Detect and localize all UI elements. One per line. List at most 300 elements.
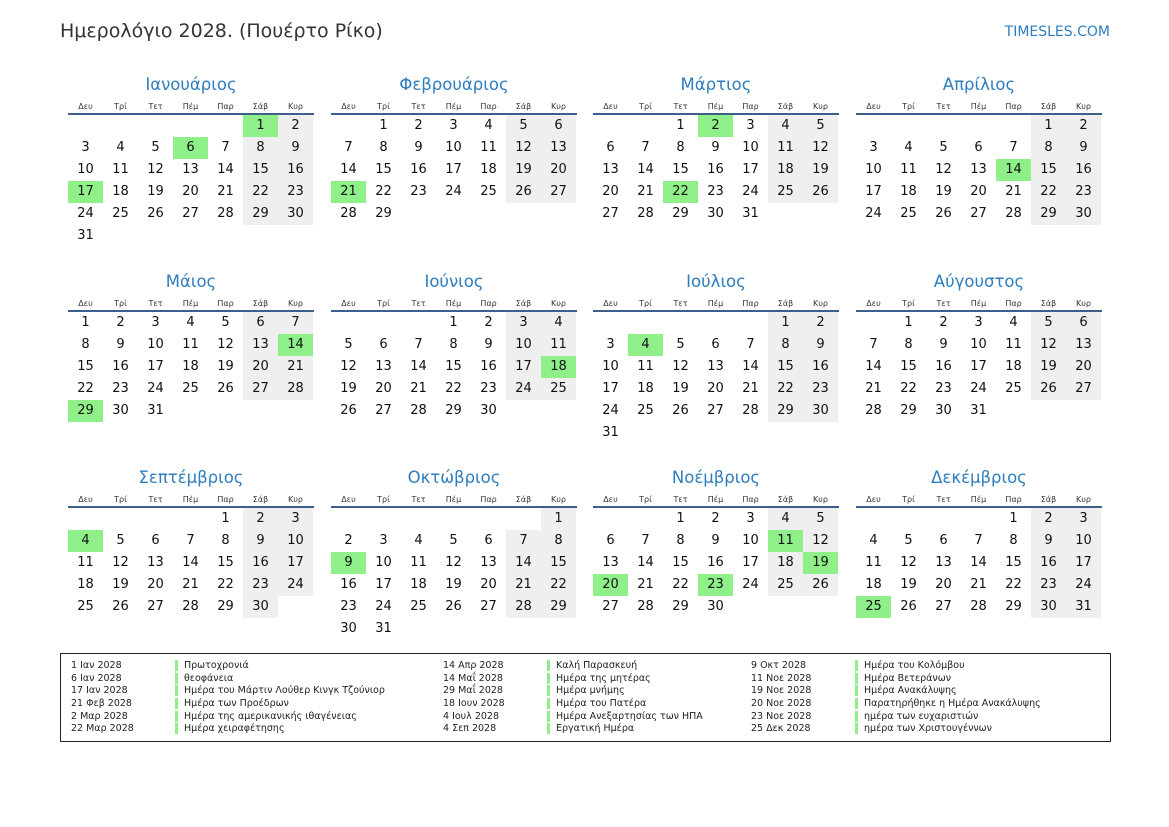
weekend-day: 30 <box>278 203 313 225</box>
holiday-day: 4 <box>68 530 103 552</box>
day-cell: 27 <box>375 403 392 418</box>
week-row <box>856 552 1102 574</box>
weekday-label: Τετ <box>673 102 688 111</box>
day-cell: 9 <box>711 140 720 155</box>
day-cell: 17 <box>375 577 392 592</box>
week-row <box>68 530 314 552</box>
day-cell: 4 <box>414 533 423 548</box>
weekend-day: 15 <box>243 159 278 181</box>
day-cell: 12 <box>900 555 917 570</box>
day-cell: 19 <box>445 577 462 592</box>
empty-cell <box>173 400 208 422</box>
holiday-date: 22 Μαρ 2028 <box>71 723 134 735</box>
week-row <box>593 378 839 400</box>
weekday-label: Τρί <box>902 299 915 308</box>
holiday-day: 6 <box>173 137 208 159</box>
weekday-label: Πέμ <box>970 102 987 111</box>
week-row <box>593 422 839 444</box>
day-cell: 14 <box>340 162 357 177</box>
day-cell: 27 <box>602 206 619 221</box>
empty-cell <box>103 115 138 137</box>
weekend-day: 24 <box>1066 574 1101 596</box>
week-row <box>331 618 577 640</box>
weekday-header <box>856 101 1102 115</box>
legend-row <box>61 684 385 697</box>
week-row <box>331 115 577 137</box>
day-cell: 23 <box>112 381 129 396</box>
weekend-day: 2 <box>1066 115 1101 137</box>
week-row <box>856 159 1102 181</box>
empty-cell <box>208 115 243 137</box>
week-row <box>331 137 577 159</box>
weekday-label: Παρ <box>1005 299 1022 308</box>
empty-cell <box>733 422 768 444</box>
holiday-name: Ημέρα Ανακάλυψης <box>855 685 957 696</box>
day-cell: 16 <box>340 577 357 592</box>
day-cell: 24 <box>742 184 759 199</box>
day-cell: 10 <box>970 337 987 352</box>
day-cell: 1 <box>449 315 458 330</box>
day-cell: 13 <box>602 162 619 177</box>
day-cell: 1 <box>221 511 230 526</box>
day-cell: 8 <box>449 337 458 352</box>
holiday-day: 29 <box>68 400 103 422</box>
week-row <box>331 334 577 356</box>
empty-cell <box>68 115 103 137</box>
day-cell: 3 <box>746 118 755 133</box>
day-cell: 6 <box>711 337 720 352</box>
week-row <box>856 530 1102 552</box>
weekday-label: Δευ <box>866 495 881 504</box>
holiday-name: Ημέρα της μητέρας <box>547 673 651 684</box>
day-cell: 3 <box>379 533 388 548</box>
weekend-day: 6 <box>1066 312 1101 334</box>
day-cell: 16 <box>707 162 724 177</box>
day-cell: 14 <box>182 555 199 570</box>
holiday-name: Ημέρα χειραφέτησης <box>175 723 285 734</box>
empty-cell <box>278 596 313 618</box>
empty-cell <box>401 508 436 530</box>
day-cell: 12 <box>217 337 234 352</box>
week-row <box>593 334 839 356</box>
week-row <box>856 400 1102 422</box>
day-cell: 25 <box>77 599 94 614</box>
weekend-day: 23 <box>803 378 838 400</box>
day-cell: 4 <box>186 315 195 330</box>
empty-cell <box>663 422 698 444</box>
month-block <box>593 73 839 225</box>
day-cell: 2 <box>484 315 493 330</box>
day-cell: 17 <box>602 381 619 396</box>
week-row <box>68 203 314 225</box>
weekday-label: Παρ <box>742 102 759 111</box>
weekend-day: 23 <box>278 181 313 203</box>
weekday-label: Τρί <box>639 495 652 504</box>
empty-cell <box>541 203 576 225</box>
day-cell: 23 <box>340 599 357 614</box>
holiday-name: Πρωτοχρονιά <box>175 660 249 671</box>
weekday-label: Παρ <box>1005 102 1022 111</box>
holiday-day: 14 <box>996 159 1031 181</box>
legend-row <box>433 659 703 672</box>
empty-cell <box>366 508 401 530</box>
empty-cell <box>366 312 401 334</box>
weekday-label: Δευ <box>866 299 881 308</box>
day-cell: 17 <box>970 359 987 374</box>
day-cell: 23 <box>480 381 497 396</box>
holiday-day: 22 <box>663 181 698 203</box>
day-cell: 19 <box>340 381 357 396</box>
weekend-day: 2 <box>1031 508 1066 530</box>
holiday-date: 11 Νοε 2028 <box>751 672 812 684</box>
holiday-date: 20 Νοε 2028 <box>751 697 812 709</box>
day-cell: 27 <box>970 206 987 221</box>
weekday-header <box>68 494 314 508</box>
holiday-date: 4 Ιουλ 2028 <box>443 710 499 722</box>
day-cell: 23 <box>410 184 427 199</box>
weekend-day: 29 <box>243 203 278 225</box>
weekday-label: Δευ <box>603 299 618 308</box>
empty-cell <box>926 508 961 530</box>
weekday-label: Παρ <box>217 102 234 111</box>
week-row <box>68 596 314 618</box>
empty-cell <box>698 422 733 444</box>
empty-cell <box>436 618 471 640</box>
weekend-day: 15 <box>541 552 576 574</box>
weekend-day: 8 <box>1031 137 1066 159</box>
day-cell: 20 <box>707 381 724 396</box>
day-cell: 2 <box>414 118 423 133</box>
holiday-day: 14 <box>278 334 313 356</box>
empty-cell <box>436 203 471 225</box>
weekend-day: 5 <box>506 115 541 137</box>
holiday-date: 4 Σεπ 2028 <box>443 723 497 735</box>
legend-row <box>61 659 385 672</box>
week-row <box>331 530 577 552</box>
day-cell: 24 <box>970 381 987 396</box>
day-cell: 26 <box>900 599 917 614</box>
weekday-label: Κυρ <box>551 495 566 504</box>
weekday-label: Τρί <box>377 102 390 111</box>
weekday-label: Παρ <box>480 102 497 111</box>
weekend-day: 5 <box>803 115 838 137</box>
week-row <box>856 181 1102 203</box>
weekday-label: Τρί <box>639 299 652 308</box>
day-cell: 14 <box>637 162 654 177</box>
day-cell: 23 <box>707 184 724 199</box>
weekday-label: Πέμ <box>970 299 987 308</box>
day-cell: 1 <box>81 315 90 330</box>
day-cell: 30 <box>480 403 497 418</box>
day-cell: 10 <box>445 140 462 155</box>
page-title: Ημερολόγιο 2028. (Πουέρτο Ρίκο) <box>60 20 383 42</box>
holiday-name: Ημέρα Ανεξαρτησίας των ΗΠΑ <box>547 711 703 722</box>
day-cell: 7 <box>344 140 353 155</box>
day-cell: 19 <box>147 184 164 199</box>
weekday-label: Τετ <box>411 299 426 308</box>
day-cell: 30 <box>340 621 357 636</box>
weekend-day: 22 <box>768 378 803 400</box>
weekend-day: 29 <box>768 400 803 422</box>
day-cell: 30 <box>935 403 952 418</box>
day-cell: 28 <box>970 599 987 614</box>
week-row <box>856 203 1102 225</box>
week-row <box>593 596 839 618</box>
empty-cell <box>506 618 541 640</box>
weekday-label: Τρί <box>902 102 915 111</box>
month-block <box>68 466 314 618</box>
day-cell: 16 <box>112 359 129 374</box>
day-cell: 30 <box>112 403 129 418</box>
holiday-day: 21 <box>331 181 366 203</box>
weekend-day: 21 <box>506 574 541 596</box>
month-block <box>331 73 577 225</box>
empty-cell <box>856 115 891 137</box>
week-row <box>331 508 577 530</box>
weekday-label: Σάβ <box>777 299 794 308</box>
day-cell: 22 <box>672 577 689 592</box>
weekend-day: 30 <box>1031 596 1066 618</box>
day-cell: 8 <box>676 140 685 155</box>
day-cell: 24 <box>602 403 619 418</box>
weekday-label: Παρ <box>742 299 759 308</box>
day-cell: 1 <box>676 511 685 526</box>
weekend-day: 14 <box>506 552 541 574</box>
day-cell: 11 <box>900 162 917 177</box>
weekday-label: Κυρ <box>813 299 828 308</box>
empty-cell <box>506 508 541 530</box>
weekend-day: 28 <box>278 378 313 400</box>
week-row <box>593 356 839 378</box>
weekday-label: Δευ <box>341 299 356 308</box>
week-row <box>68 378 314 400</box>
month-name: Αύγουστος <box>933 272 1025 291</box>
day-cell: 20 <box>970 184 987 199</box>
day-cell: 5 <box>939 140 948 155</box>
day-cell: 28 <box>410 403 427 418</box>
empty-cell <box>208 225 243 247</box>
weekend-day: 9 <box>243 530 278 552</box>
week-row <box>68 334 314 356</box>
holiday-day: 23 <box>698 574 733 596</box>
month-block <box>331 466 577 640</box>
day-cell: 3 <box>606 337 615 352</box>
day-cell: 29 <box>375 206 392 221</box>
day-cell: 12 <box>935 162 952 177</box>
day-cell: 10 <box>602 359 619 374</box>
month-block <box>856 73 1102 225</box>
week-row <box>68 552 314 574</box>
day-cell: 22 <box>1005 577 1022 592</box>
weekday-label: Τετ <box>673 299 688 308</box>
day-cell: 21 <box>742 381 759 396</box>
day-cell: 1 <box>1009 511 1018 526</box>
day-cell: 28 <box>637 206 654 221</box>
weekend-day: 4 <box>541 312 576 334</box>
day-cell: 10 <box>742 140 759 155</box>
week-row <box>593 552 839 574</box>
month-block <box>68 73 314 247</box>
weekend-day: 19 <box>803 159 838 181</box>
weekend-day: 10 <box>1066 530 1101 552</box>
empty-cell <box>541 400 576 422</box>
weekday-label: Παρ <box>217 495 234 504</box>
day-cell: 11 <box>637 359 654 374</box>
day-cell: 20 <box>182 184 199 199</box>
weekend-day: 11 <box>541 334 576 356</box>
holiday-name: Εργατική Ημέρα <box>547 723 634 734</box>
empty-cell <box>803 422 838 444</box>
weekday-label: Σάβ <box>1040 299 1057 308</box>
weekday-label: Πέμ <box>445 102 462 111</box>
day-cell: 18 <box>1005 359 1022 374</box>
legend-row <box>741 710 1041 723</box>
weekend-day: 6 <box>243 312 278 334</box>
day-cell: 29 <box>445 403 462 418</box>
weekend-day: 17 <box>506 356 541 378</box>
day-cell: 4 <box>1009 315 1018 330</box>
day-cell: 13 <box>602 555 619 570</box>
weekend-day: 18 <box>768 552 803 574</box>
weekend-day: 17 <box>1066 552 1101 574</box>
month-block <box>68 270 314 422</box>
day-cell: 3 <box>746 511 755 526</box>
month-block <box>856 466 1102 618</box>
day-cell: 28 <box>340 206 357 221</box>
day-cell: 30 <box>707 599 724 614</box>
empty-cell <box>768 422 803 444</box>
weekday-label: Τετ <box>148 299 163 308</box>
weekday-label: Κυρ <box>1076 495 1091 504</box>
week-row <box>331 159 577 181</box>
day-cell: 2 <box>711 511 720 526</box>
empty-cell <box>856 312 891 334</box>
weekday-label: Τετ <box>148 102 163 111</box>
legend-row <box>741 722 1041 735</box>
day-cell: 15 <box>77 359 94 374</box>
day-cell: 14 <box>742 359 759 374</box>
empty-cell <box>331 508 366 530</box>
day-cell: 11 <box>1005 337 1022 352</box>
month-name: Μάρτιος <box>680 75 752 94</box>
weekend-day: 18 <box>768 159 803 181</box>
week-row <box>68 159 314 181</box>
holiday-date: 18 Ιουν 2028 <box>443 697 505 709</box>
day-cell: 14 <box>410 359 427 374</box>
empty-cell <box>278 400 313 422</box>
holiday-name: Ημέρα της αμερικανικής ιθαγένειας <box>175 711 357 722</box>
week-row <box>68 508 314 530</box>
day-cell: 6 <box>606 533 615 548</box>
weekend-day: 3 <box>1066 508 1101 530</box>
day-cell: 28 <box>742 403 759 418</box>
day-cell: 25 <box>637 403 654 418</box>
day-cell: 27 <box>480 599 497 614</box>
week-row <box>856 596 1102 618</box>
day-cell: 9 <box>711 533 720 548</box>
month-block <box>593 466 839 618</box>
day-cell: 29 <box>672 599 689 614</box>
empty-cell <box>331 115 366 137</box>
day-cell: 16 <box>935 359 952 374</box>
day-cell: 3 <box>974 315 983 330</box>
day-cell: 27 <box>935 599 952 614</box>
weekend-day: 25 <box>768 181 803 203</box>
weekend-day: 26 <box>1031 378 1066 400</box>
holiday-day: 11 <box>768 530 803 552</box>
weekday-label: Σάβ <box>515 299 532 308</box>
weekend-day: 25 <box>768 574 803 596</box>
weekday-label: Παρ <box>1005 495 1022 504</box>
weekday-label: Σάβ <box>252 495 269 504</box>
day-cell: 17 <box>865 184 882 199</box>
week-row <box>856 137 1102 159</box>
day-cell: 27 <box>147 599 164 614</box>
weekday-label: Τετ <box>148 495 163 504</box>
weekend-day: 25 <box>541 378 576 400</box>
holiday-name: Ημέρα του Κολόμβου <box>855 660 965 671</box>
day-cell: 27 <box>602 599 619 614</box>
site-link[interactable]: TIMESLES.COM <box>1004 24 1110 40</box>
day-cell: 3 <box>81 140 90 155</box>
weekend-day: 22 <box>541 574 576 596</box>
day-cell: 22 <box>375 184 392 199</box>
empty-cell <box>961 508 996 530</box>
weekday-header <box>593 101 839 115</box>
empty-cell <box>1066 400 1101 422</box>
empty-cell <box>1031 400 1066 422</box>
day-cell: 17 <box>742 162 759 177</box>
weekend-day: 1 <box>1031 115 1066 137</box>
holiday-name: θεοφάνεια <box>175 673 233 684</box>
weekend-day: 8 <box>541 530 576 552</box>
empty-cell <box>768 203 803 225</box>
weekend-day: 5 <box>1031 312 1066 334</box>
holiday-name: Καλή Παρασκευή <box>547 660 637 671</box>
day-cell: 22 <box>217 577 234 592</box>
day-cell: 26 <box>147 206 164 221</box>
weekend-day: 9 <box>1066 137 1101 159</box>
day-cell: 8 <box>81 337 90 352</box>
month-name: Ιούλιος <box>686 272 746 291</box>
day-cell: 21 <box>637 577 654 592</box>
holiday-legend <box>60 653 1111 742</box>
weekend-day: 17 <box>278 552 313 574</box>
day-cell: 2 <box>939 315 948 330</box>
day-cell: 7 <box>869 337 878 352</box>
week-row <box>331 181 577 203</box>
legend-row <box>433 684 703 697</box>
day-cell: 21 <box>410 381 427 396</box>
weekday-label: Δευ <box>78 102 93 111</box>
day-cell: 28 <box>217 206 234 221</box>
weekday-label: Πέμ <box>182 102 199 111</box>
day-cell: 7 <box>414 337 423 352</box>
day-cell: 15 <box>217 555 234 570</box>
weekend-day: 30 <box>1066 203 1101 225</box>
day-cell: 12 <box>147 162 164 177</box>
week-row <box>68 356 314 378</box>
empty-cell <box>103 225 138 247</box>
weekend-day: 29 <box>1031 203 1066 225</box>
day-cell: 6 <box>484 533 493 548</box>
day-cell: 20 <box>480 577 497 592</box>
weekend-day: 26 <box>803 574 838 596</box>
day-cell: 13 <box>375 359 392 374</box>
weekend-day: 24 <box>506 378 541 400</box>
holiday-name: ημέρα των Χριστουγέννων <box>855 723 992 734</box>
holiday-date: 2 Μαρ 2028 <box>71 710 128 722</box>
